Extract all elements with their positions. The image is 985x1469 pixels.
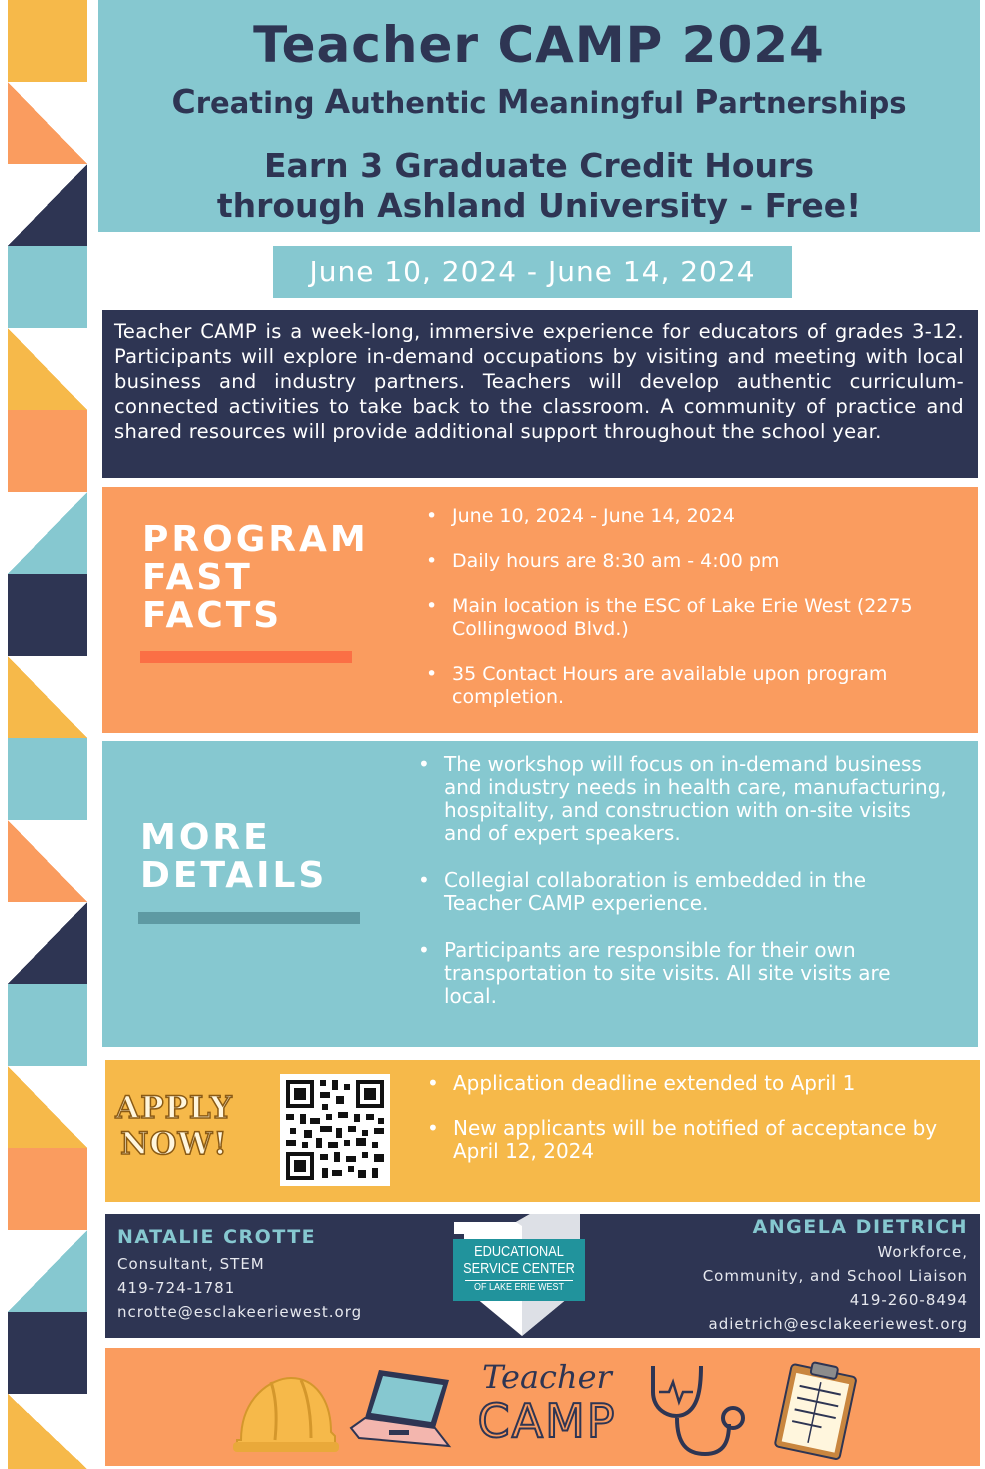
strip-tile: [8, 410, 87, 492]
subtitle-initial: M: [496, 82, 530, 121]
credit-line: through Ashland University - Free!: [216, 186, 862, 225]
clipboard-icon: [765, 1360, 869, 1460]
title-line: FAST: [142, 557, 253, 598]
contact-email[interactable]: adietrich@esclakeeriewest.org: [708, 1315, 968, 1333]
logo-text: EDUCATIONAL: [474, 1243, 564, 1260]
list-item: • Application deadline extended to April 1: [427, 1072, 957, 1095]
apply-section: [105, 1060, 980, 1202]
logo-script-word: Teacher: [482, 1358, 612, 1396]
logo-text: OF LAKE ERIE WEST: [465, 1280, 573, 1295]
accent-bar: [138, 912, 360, 924]
strip-tile: [8, 738, 87, 820]
stethoscope-icon: [643, 1362, 755, 1458]
title-line: DETAILS: [140, 855, 328, 896]
subtitle-rest: eaningful: [529, 86, 695, 120]
strip-tile: [8, 984, 87, 1066]
credit-line: Earn 3 Graduate Credit Hours: [264, 146, 814, 185]
contact-role: Consultant, STEM: [117, 1255, 265, 1273]
subtitle-initial: A: [324, 82, 351, 121]
subtitle-rest: uthentic: [350, 86, 497, 120]
apply-list: [427, 1072, 957, 1163]
qr-code-graphic: [280, 1074, 390, 1186]
hard-hat-icon: [231, 1370, 341, 1458]
strip-tile: [8, 1394, 87, 1469]
list-item: • Daily hours are 8:30 am - 4:00 pm: [426, 550, 956, 573]
date-banner: June 10, 2024 - June 14, 2024: [273, 246, 792, 298]
more-details-title: [140, 819, 327, 895]
apply-now-label: [115, 1090, 233, 1162]
more-details-section: [102, 741, 978, 1047]
list-item: • Collegial collaboration is embedded in the Teacher CAMP experience.: [418, 869, 948, 915]
list-item: • Main location is the ESC of Lake Erie West (2275 Collingwood Blvd.): [426, 595, 956, 641]
footer-banner: [105, 1348, 980, 1466]
contact-role: Community, and School Liaison: [702, 1267, 968, 1285]
title-line: FACTS: [142, 595, 283, 636]
subtitle-rest: reating: [195, 86, 325, 120]
header-banner: [98, 0, 980, 232]
logo-block-word: CAMP: [477, 1394, 617, 1448]
contact-name: ANGELA DIETRICH: [752, 1216, 968, 1238]
esc-logo-label: [453, 1239, 585, 1301]
fast-facts-section: [102, 487, 978, 733]
strip-tile: [8, 328, 87, 410]
strip-tile: [8, 1148, 87, 1230]
intro-text: Teacher CAMP is a week-long, immersive experience for educators of grades 3-12. Participants will explore in-demand occupations by visiting and meeting with local business and industry partners. Teachers will develop authentic curriculum-connected activities to take back to the classroom. A community of practice and shared resources will provide additional support throughout the school year.: [114, 320, 964, 443]
subtitle: [98, 82, 980, 121]
contact-email[interactable]: ncrotte@esclakeeriewest.org: [117, 1303, 363, 1321]
list-item: • New applicants will be notified of acceptance by April 12, 2024: [427, 1117, 957, 1163]
credit-text: [98, 146, 980, 226]
subtitle-rest: artnerships: [718, 86, 907, 120]
list-item: • Participants are responsible for their own transportation to site visits. All site visits are local.: [418, 939, 948, 1008]
decorative-strip: [8, 0, 87, 1469]
strip-tile: [8, 1312, 87, 1394]
strip-tile: [8, 656, 87, 738]
accent-bar: [140, 651, 352, 663]
strip-tile: [8, 82, 87, 164]
strip-tile: [8, 1066, 87, 1148]
strip-tile: [8, 492, 87, 574]
logo-text: SERVICE CENTER: [463, 1260, 575, 1277]
list-item: • The workshop will focus on in-demand business and industry needs in health care, manufacturing, hospitality, and construction with on-site visits and of expert speakers.: [418, 753, 948, 845]
page-title: Teacher CAMP 2024: [253, 16, 825, 74]
title-line: MORE: [140, 817, 271, 858]
title-line: PROGRAM: [142, 519, 369, 560]
contact-right: [703, 1216, 968, 1336]
fast-facts-list: [426, 505, 956, 709]
strip-tile: [8, 820, 87, 902]
contact-left: [117, 1226, 362, 1324]
contact-bar: [105, 1214, 980, 1338]
fast-facts-title: [142, 521, 369, 635]
list-item: • June 10, 2024 - June 14, 2024: [426, 505, 956, 528]
label-line: NOW!: [120, 1126, 228, 1162]
intro-box: [102, 310, 978, 478]
strip-tile: [8, 0, 87, 82]
teacher-camp-logo: [461, 1358, 633, 1446]
contact-name: NATALIE CROTTE: [117, 1226, 317, 1248]
subtitle-initial: P: [694, 82, 719, 121]
label-line: APPLY: [115, 1090, 233, 1126]
esc-logo: [450, 1214, 592, 1338]
strip-tile: [8, 574, 87, 656]
contact-phone: 419-724-1781: [117, 1279, 236, 1297]
strip-tile: [8, 164, 87, 246]
subtitle-initial: C: [171, 82, 196, 121]
contact-role: Workforce,: [877, 1243, 968, 1261]
strip-tile: [8, 902, 87, 984]
qr-code[interactable]: [280, 1074, 390, 1186]
list-item: • 35 Contact Hours are available upon program completion.: [426, 663, 956, 709]
contact-phone: 419-260-8494: [849, 1291, 968, 1309]
strip-tile: [8, 246, 87, 328]
strip-tile: [8, 1230, 87, 1312]
more-details-list: [418, 753, 948, 1008]
laptop-icon: [349, 1366, 457, 1458]
